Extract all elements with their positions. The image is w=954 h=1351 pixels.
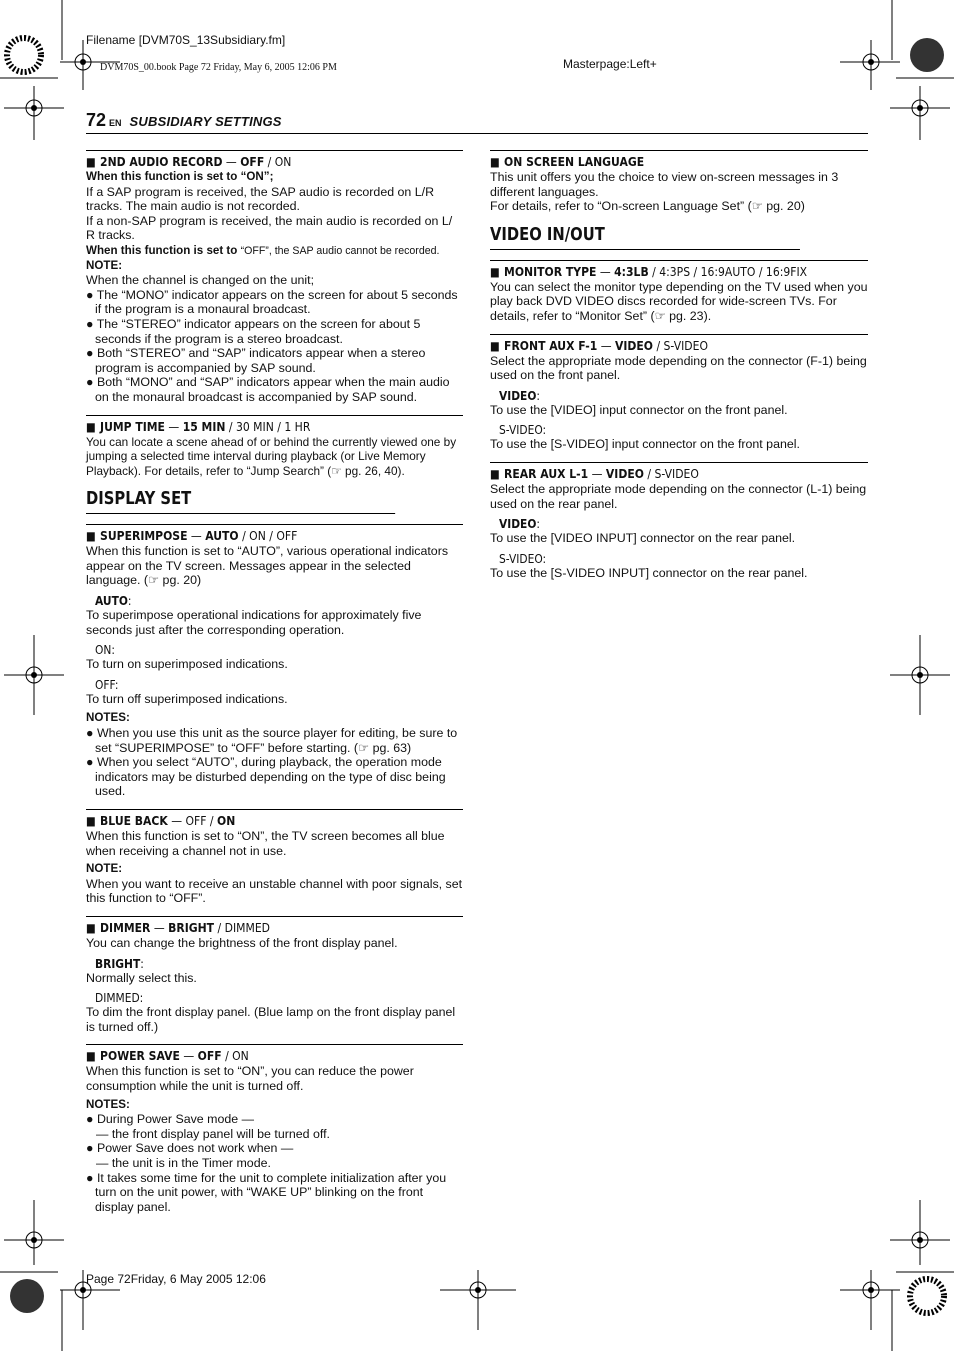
item-title: ■ MONITOR TYPE — 4:3LB / 4:3PS / 16:9AUTO / 16:9FIX [490, 263, 808, 279]
bullet-item: ● Both “MONO” and “SAP” indicators appear when the main audio on the monaural broadcast is accompanied by SAP sound. [86, 375, 450, 404]
item-2nd-audio-record [86, 150, 463, 405]
bullet-item: ● Power Save does not work when — [86, 1141, 294, 1156]
bullet-sub: — the unit is in the Timer mode. [96, 1155, 271, 1170]
option-desc: To use the [S-VIDEO] input connector on the front panel. [490, 437, 800, 452]
item-title: ■ ON SCREEN LANGUAGE [490, 154, 645, 169]
paragraph: When this function is set to “ON”, you can reduce the power consumption while the unit is turned off. [86, 1064, 414, 1093]
item-superimpose [86, 524, 463, 799]
section-heading-video-in-out: VIDEO IN/OUT [490, 224, 800, 250]
option-label: S-VIDEO: [499, 550, 547, 566]
note-heading: NOTES: [86, 711, 130, 725]
option-desc: Normally select this. [86, 970, 197, 985]
option-desc: To use the [VIDEO INPUT] connector on the rear panel. [490, 531, 796, 546]
paragraph: If a non-SAP program is received, the main audio is recorded on L/ R tracks. [86, 213, 453, 243]
item-on-screen-language [490, 150, 868, 214]
lead-text: When this function is set to “ON”; [86, 170, 274, 183]
paragraph: You can select the monitor type depending on the TV used when you play back DVD VIDEO discs recorded for wide-screen TVs. For details, refer to “Monitor Set” (☞ pg. 23). [490, 279, 868, 323]
paragraph: When the channel is changed on the unit; [86, 273, 315, 288]
paragraph: When you want to receive an unstable channel with poor signals, set this function to “OFF”. [86, 876, 463, 906]
bullet-item: ● When you use this unit as the source player for editing, be sure to set “SUPERIMPOSE” to “OFF” before starting. (☞ pg. 63) [86, 726, 458, 755]
item-title: ■ FRONT AUX F-1 — VIDEO / S-VIDEO [490, 337, 709, 353]
item-rear-aux [490, 462, 868, 580]
option-label: VIDEO: [499, 387, 540, 403]
item-front-aux [490, 334, 868, 452]
item-jump-time [86, 415, 463, 479]
masterpage-label: Masterpage:Left+ [563, 57, 657, 71]
item-title: ■ 2ND AUDIO RECORD — OFF / ON [86, 154, 292, 169]
option-label: VIDEO: [499, 516, 540, 532]
bullet-item: ● The “MONO” indicator appears on the screen for about 5 seconds if the program is a monaural broadcast. [86, 287, 458, 317]
item-power-save [86, 1044, 463, 1214]
option-desc: To turn on superimposed indications. [86, 657, 288, 672]
item-title: ■ REAR AUX L-1 — VIDEO / S-VIDEO [490, 465, 699, 481]
paragraph: Select the appropriate mode depending on the connector (F-1) being used on the front panel. [490, 353, 867, 383]
option-desc: To use the [VIDEO] input connector on the front panel. [490, 402, 788, 417]
option-desc: To turn off superimposed indications. [86, 691, 288, 706]
paragraph: You can change the brightness of the front display panel. [86, 935, 398, 950]
paragraph: This unit offers you the choice to view on-screen messages in 3 different languages. [490, 170, 839, 199]
paragraph: When this function is set to “ON”, the TV screen becomes all blue when receiving a channel not in use. [86, 829, 445, 858]
item-title: ■ JUMP TIME — 15 MIN / 30 MIN / 1 HR [86, 418, 311, 434]
item-blue-back [86, 809, 463, 906]
option-desc: To use the [S-VIDEO INPUT] connector on the rear panel. [490, 565, 808, 580]
left-column [86, 150, 463, 1224]
item-monitor-type [490, 260, 868, 324]
footer-label: Page 72Friday, 6 May 2005 12:06 [86, 1272, 266, 1286]
paragraph: You can locate a scene ahead of or behind the currently viewed one by jumping a selected time interval during playback (or Live Memory Playback). For details, refer to “Jump Search” (☞ pg. 26, 40). [86, 434, 457, 478]
bullet-item: ● It takes some time for the unit to complete initialization after you turn on the unit power, with “WAKE UP” blinking on the front display panel. [86, 1170, 447, 1214]
page-number: 72 [86, 110, 107, 130]
item-dimmer [86, 916, 463, 1034]
book-label: DVM70S_00.book Page 72 Friday, May 6, 2005 12:06 PM [100, 62, 337, 73]
paragraph: Select the appropriate mode depending on the connector (L-1) being used on the rear panel. [490, 481, 867, 511]
option-label: DIMMED: [95, 990, 144, 1006]
bullet-item: ● During Power Save mode — [86, 1112, 254, 1127]
bullet-sub: — the front display panel will be turned off. [96, 1126, 330, 1141]
right-column [490, 150, 868, 590]
lead-text: When this function is set to “OFF”, the SAP audio cannot be recorded. [86, 243, 440, 257]
option-label: OFF: [95, 676, 119, 692]
item-title: ■ DIMMER — BRIGHT / DIMMED [86, 919, 271, 935]
option-label: S-VIDEO: [499, 422, 547, 438]
note-heading: NOTE: [86, 862, 123, 876]
filename-label: Filename [DVM70S_13Subsidiary.fm] [86, 33, 286, 47]
paragraph: When this function is set to “AUTO”, various operational indicators appear on the TV screen. Messages appear in the selected language. (☞ pg. 20) [86, 544, 449, 588]
item-title: ■ BLUE BACK — OFF / ON [86, 813, 236, 828]
bullet-item: ● When you select “AUTO”, during playback, the operation mode indicators may be disturbed depending on the type of disc being used. [86, 755, 446, 799]
note-heading: NOTE: [86, 258, 123, 272]
page-section-title: SUBSIDIARY SETTINGS [129, 114, 282, 129]
option-desc: To superimpose operational indications for approximately five seconds just after the corresponding operation. [86, 608, 422, 637]
bullet-item: ● Both “STEREO” and “SAP” indicators appear when a stereo program is accompanied by SAP sound. [86, 346, 426, 375]
bullet-item: ● The “STEREO” indicator appears on the screen for about 5 seconds if the program is a stereo broadcast. [86, 316, 421, 346]
option-label: AUTO: [95, 593, 132, 609]
note-heading: NOTES: [86, 1097, 130, 1111]
section-heading-display-set: DISPLAY SET [86, 488, 395, 514]
option-desc: To dim the front display panel. (Blue lamp on the front display panel is turned off.) [86, 1005, 456, 1034]
item-title: ■ POWER SAVE — OFF / ON [86, 1048, 249, 1064]
page-lang: EN [109, 118, 122, 128]
page-header [86, 110, 868, 134]
option-label: BRIGHT: [95, 955, 144, 971]
item-title: ■ SUPERIMPOSE — AUTO / ON / OFF [86, 528, 298, 544]
option-label: ON: [95, 642, 115, 658]
paragraph: If a SAP program is received, the SAP audio is recorded on L/R tracks. The main audio is not recorded. [86, 184, 435, 214]
paragraph: For details, refer to “On-screen Language Set” (☞ pg. 20) [490, 199, 805, 214]
